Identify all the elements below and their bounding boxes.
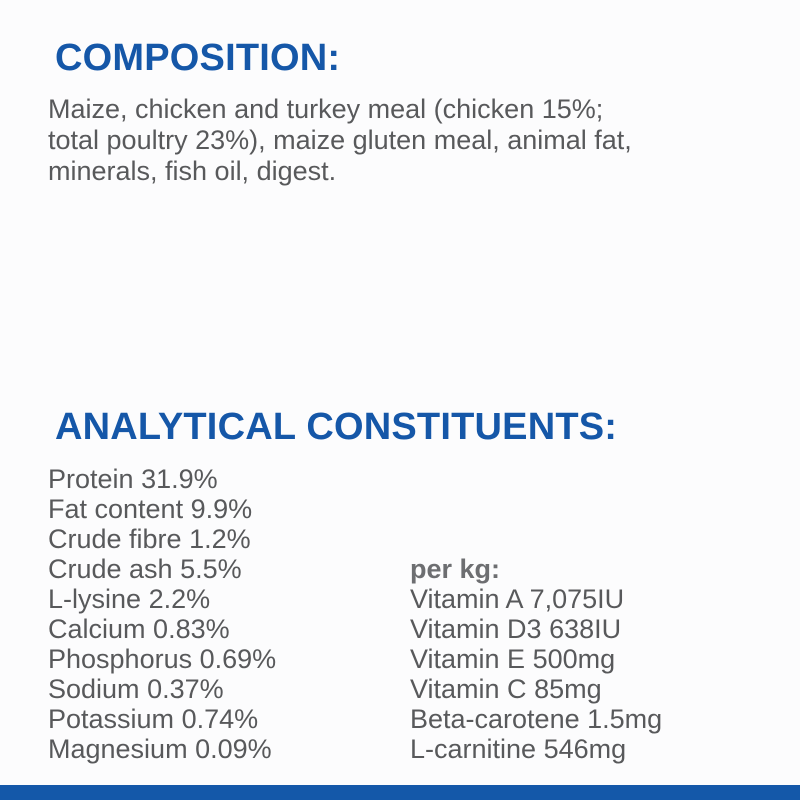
nutrient-name: Crude fibre (48, 524, 182, 554)
vitamin-row (410, 674, 662, 704)
nutrient-value: 2.2% (148, 584, 211, 614)
vitamin-row (410, 704, 662, 734)
vitamin-value: 638IU (549, 614, 622, 644)
vitamin-name: L-carnitine (410, 734, 537, 764)
nutrient-row (48, 584, 276, 614)
vitamin-name: Vitamin D3 (410, 614, 542, 644)
nutrient-name: L-lysine (48, 584, 142, 614)
nutrient-name: Magnesium (48, 734, 188, 764)
nutrient-value: 5.5% (180, 554, 242, 584)
nutrient-value: 0.37% (147, 674, 224, 704)
vitamin-list (410, 584, 662, 764)
composition-heading: COMPOSITION: (55, 37, 341, 79)
nutrient-value: 31.9% (141, 464, 218, 494)
nutrient-value: 9.9% (190, 494, 253, 524)
nutrient-row (48, 554, 276, 584)
vitamin-name: Vitamin C (410, 674, 527, 704)
nutrient-row (48, 644, 276, 674)
nutrient-value: 0.09% (195, 734, 272, 764)
nutrient-value: 1.2% (189, 524, 251, 554)
per-kg-label: per kg: (410, 554, 501, 584)
vitamin-name: Vitamin E (410, 644, 526, 674)
nutrient-name: Calcium (48, 614, 146, 644)
composition-body (48, 94, 632, 187)
nutrient-row (48, 464, 276, 494)
footer-accent-bar (0, 785, 800, 800)
vitamin-row (410, 614, 662, 644)
nutrient-row (48, 524, 276, 554)
nutrient-row (48, 704, 276, 734)
vitamin-row (410, 734, 662, 764)
nutrient-name: Potassium (48, 704, 175, 734)
nutrient-name: Fat content (48, 494, 184, 524)
composition-body-line: minerals, fish oil, digest. (48, 156, 337, 186)
vitamin-value: 85mg (534, 674, 602, 704)
per-kg-column (410, 554, 662, 764)
vitamin-name: Vitamin A (410, 584, 523, 614)
nutrient-name: Sodium (48, 674, 140, 704)
nutrient-list (48, 464, 276, 764)
analytical-heading: ANALYTICAL CONSTITUENTS: (55, 406, 618, 448)
nutrient-row (48, 674, 276, 704)
nutrient-value: 0.69% (199, 644, 277, 674)
vitamin-value: 546mg (543, 734, 627, 764)
nutrient-name: Protein (48, 464, 134, 494)
vitamin-row (410, 584, 662, 614)
composition-body-line: total poultry 23%), maize gluten meal, animal fat, (48, 125, 632, 155)
composition-body-line: Maize, chicken and turkey meal (chicken 15%; (48, 94, 604, 124)
nutrient-row (48, 614, 276, 644)
nutrient-value: 0.83% (153, 614, 230, 644)
nutrient-row (48, 494, 276, 524)
nutrient-value: 0.74% (181, 704, 259, 734)
nutrient-row (48, 734, 276, 764)
vitamin-value: 1.5mg (587, 704, 663, 734)
vitamin-value: 500mg (532, 644, 616, 674)
vitamin-value: 7,075IU (529, 584, 625, 614)
vitamin-row (410, 644, 662, 674)
nutrient-name: Phosphorus (48, 644, 193, 674)
nutrient-name: Crude ash (48, 554, 173, 584)
vitamin-name: Beta-carotene (410, 704, 580, 734)
